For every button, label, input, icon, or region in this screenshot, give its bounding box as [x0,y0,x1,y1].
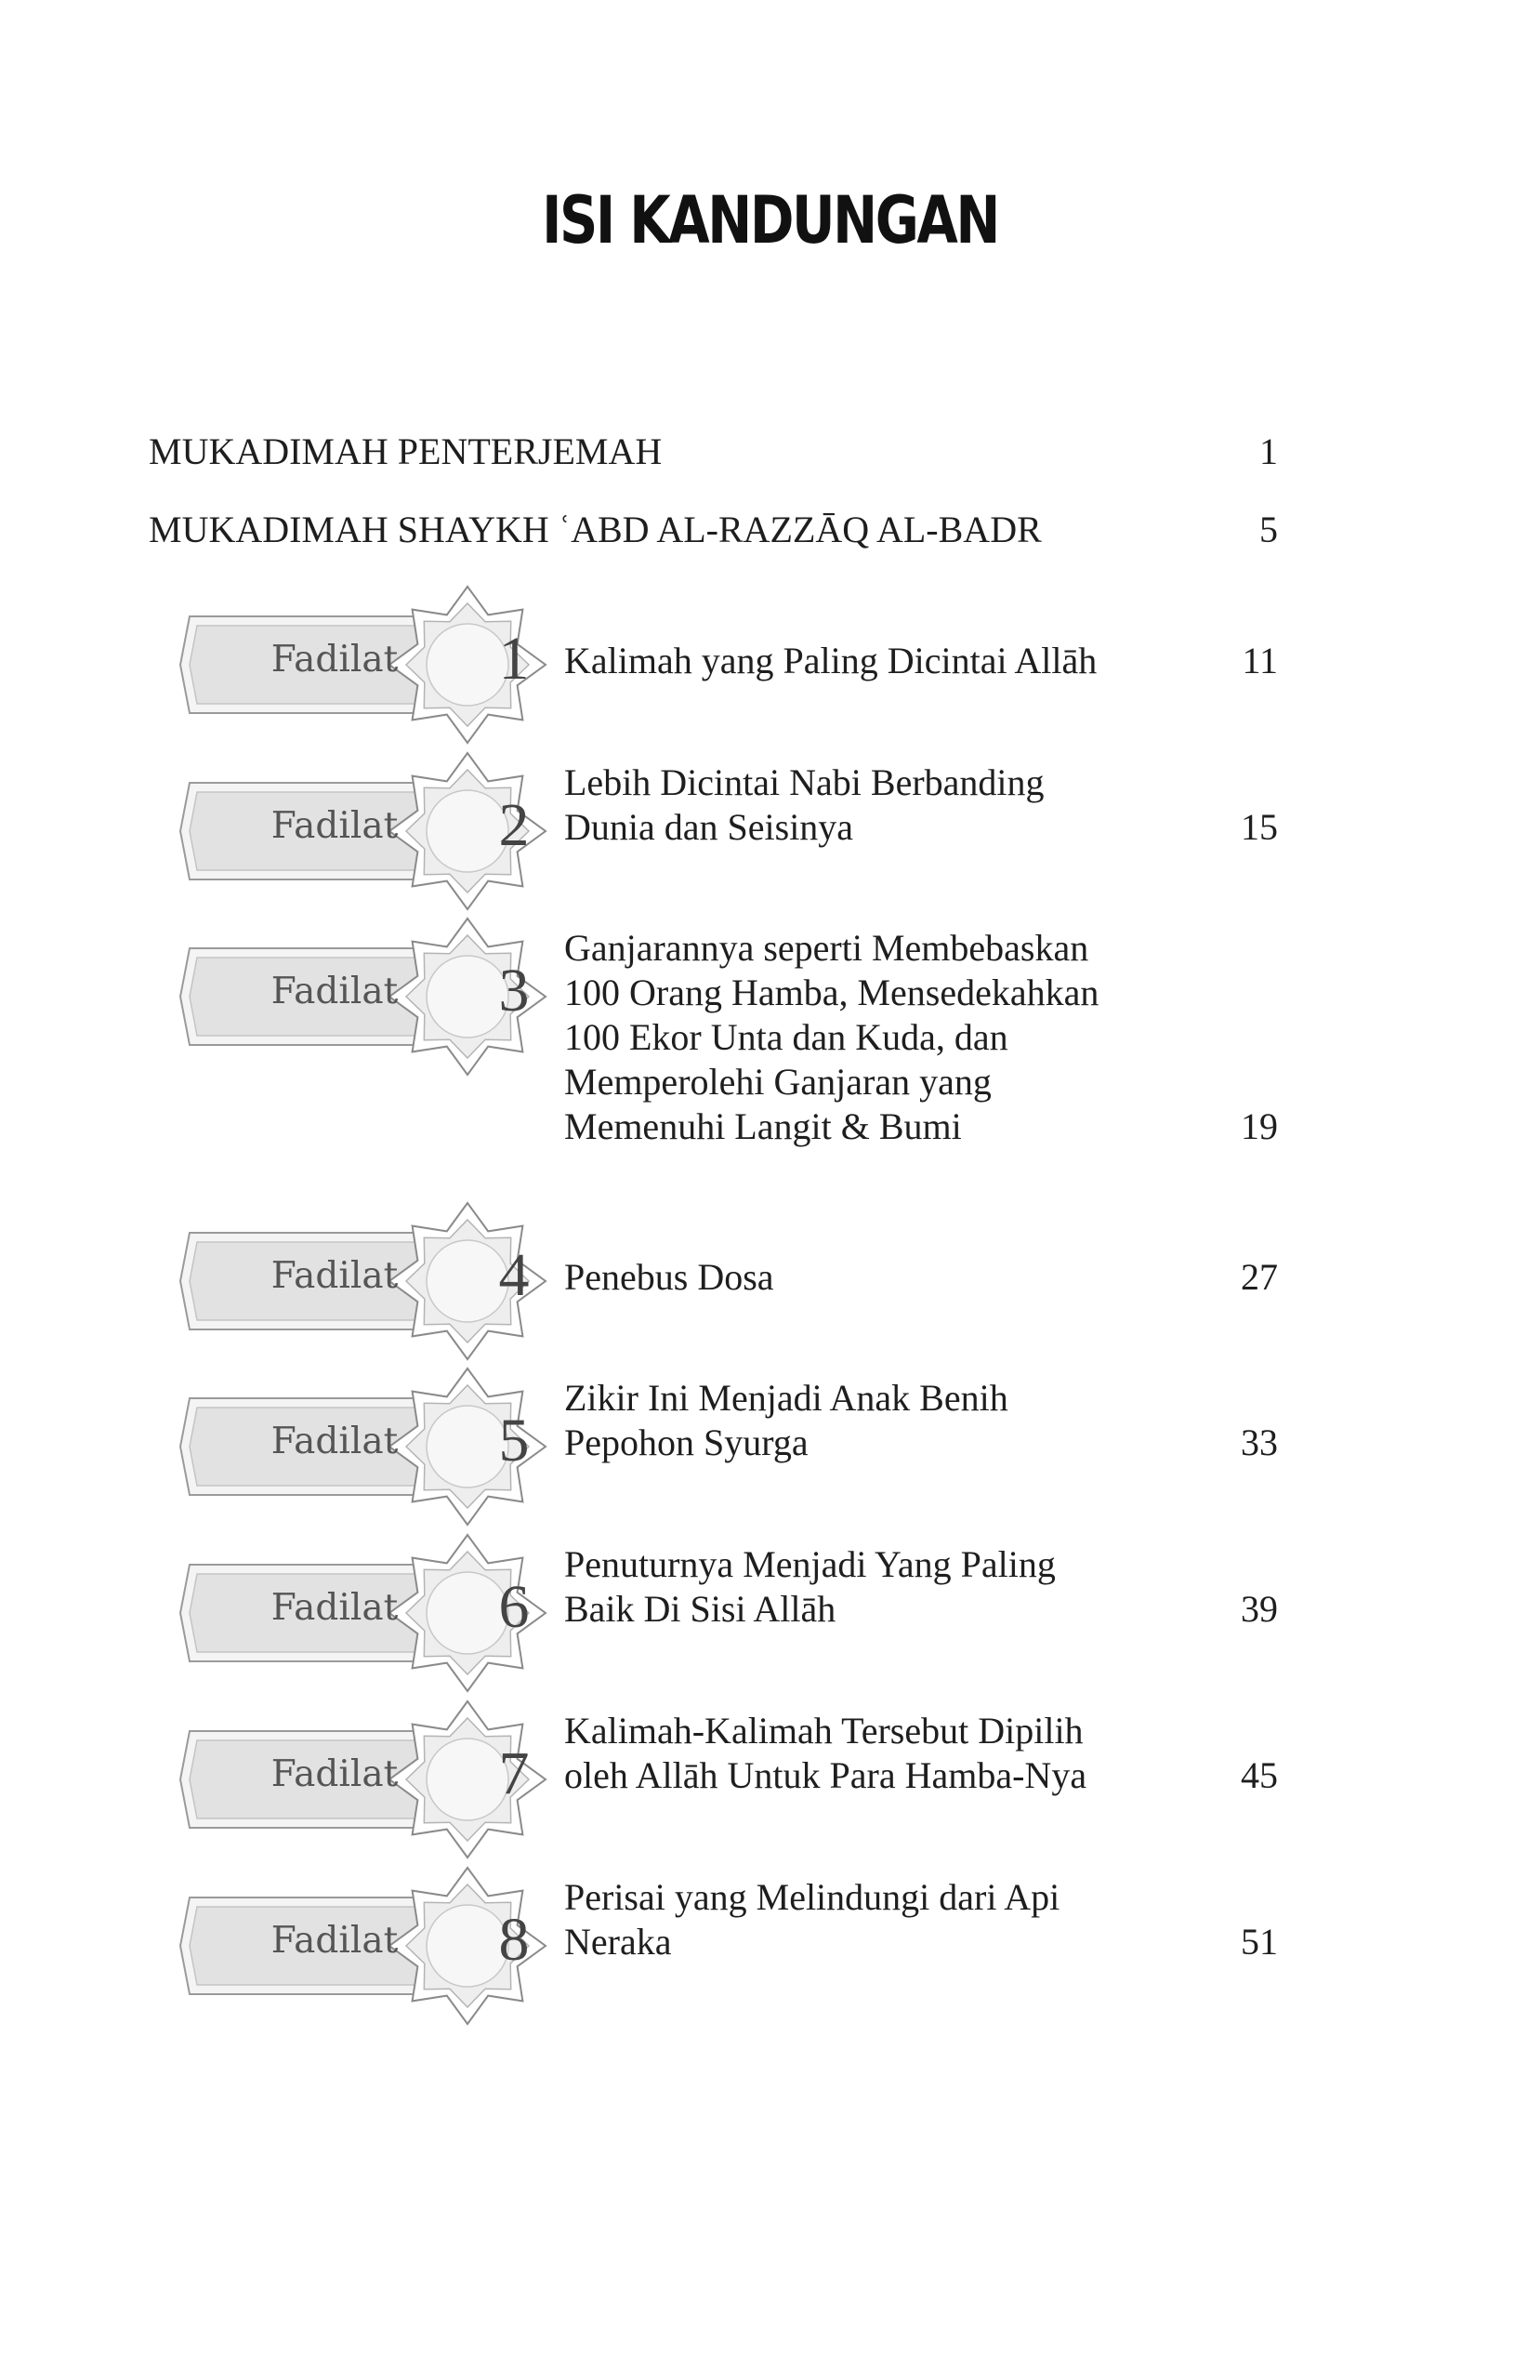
toc-page-number: 51 [1241,1921,1278,1963]
toc-entry-title-line: Zikir Ini Menjadi Anak Benih [564,1377,1008,1419]
page-title: ISI KANDUNGAN [542,182,998,258]
toc-entry-title-line: Penuturnya Menjadi Yang Paling [564,1543,1056,1585]
fadilat-label: Fadilat [270,1587,399,1629]
fadilat-label: Fadilat [270,1421,399,1462]
toc-entry-title [564,639,1215,683]
toc-entry-title-line: Baik Di Sisi Allāh [564,1588,836,1630]
toc-entry[interactable] [0,1696,1540,1872]
fadilat-badge [177,1363,548,1530]
toc-item-label: MUKADIMAH PENTERJEMAH [149,430,663,472]
toc-entry-title-line: Dunia dan Seisinya [564,806,854,848]
toc-page-number: 33 [1241,1421,1278,1463]
fadilat-label: Fadilat [270,1753,399,1795]
fadilat-number: 6 [498,1573,530,1641]
toc-page-number: 45 [1241,1754,1278,1796]
toc-page-number: 1 [1259,430,1278,472]
toc-entry-title-line: Kalimah yang Paling Dicintai Allāh [564,640,1098,681]
toc-entry-title-line: 100 Ekor Unta dan Kuda, dan [564,1016,1008,1058]
toc-page-number: 19 [1241,1105,1278,1147]
toc-entry-title-line: Pepohon Syurga [564,1421,809,1463]
toc-entry-title [564,926,1215,1149]
toc-entry[interactable] [0,913,1540,1147]
toc-entry-title-line: oleh Allāh Untuk Para Hamba-Nya [564,1754,1087,1796]
fadilat-number: 7 [498,1739,530,1807]
toc-entry-title-line: Memperolehi Ganjaran yang [564,1061,992,1103]
toc-entry-title-line: 100 Orang Hamba, Mensedekahkan [564,972,1099,1013]
fadilat-badge [177,913,548,1080]
toc-entry-title-line: Lebih Dicintai Nabi Berbanding [564,761,1045,803]
fadilat-number: 8 [498,1906,530,1974]
fadilat-label: Fadilat [270,1255,399,1297]
fadilat-label: Fadilat [270,805,399,847]
toc-front-item[interactable] [149,430,1278,474]
fadilat-number: 2 [498,791,530,859]
toc-entry-title [564,1376,1215,1465]
toc-entry-title [564,760,1215,850]
fadilat-badge [177,581,548,748]
toc-entry-title-line: Neraka [564,1921,672,1963]
toc-front-item[interactable] [149,508,1278,552]
fadilat-label: Fadilat [270,971,399,1012]
fadilat-number: 3 [498,957,530,1025]
toc-entry-title-line: Perisai yang Melindungi dari Api [564,1876,1060,1918]
toc-page-number: 39 [1241,1588,1278,1630]
fadilat-number: 5 [498,1407,530,1474]
toc-entry[interactable] [0,1529,1540,1706]
toc-entry[interactable] [0,747,1540,924]
toc-entry[interactable] [0,581,1540,758]
toc-page-number: 11 [1242,640,1278,681]
toc-entry-title-line: Penebus Dosa [564,1256,774,1298]
fadilat-badge [177,1696,548,1863]
toc-entry-title [564,1709,1215,1798]
toc-page-number: 27 [1241,1256,1278,1298]
toc-entry[interactable] [0,1363,1540,1540]
fadilat-badge [177,1862,548,2030]
toc-entry[interactable] [0,1197,1540,1374]
fadilat-label: Fadilat [270,639,399,681]
toc-page-number: 15 [1241,806,1278,848]
fadilat-badge [177,1197,548,1365]
toc-entry-title-line: Kalimah-Kalimah Tersebut Dipilih [564,1710,1084,1752]
fadilat-label: Fadilat [270,1920,399,1962]
fadilat-number: 4 [498,1241,530,1309]
toc-entry-title [564,1542,1215,1632]
toc-entry-title-line: Ganjarannya seperti Membebaskan [564,927,1089,969]
fadilat-badge [177,747,548,915]
toc-entry-title [564,1875,1215,1964]
fadilat-number: 1 [498,625,530,693]
toc-entry-title-line: Memenuhi Langit & Bumi [564,1105,962,1147]
toc-entry-title [564,1255,1215,1300]
toc-entry[interactable] [0,1862,1540,2039]
fadilat-badge [177,1529,548,1697]
toc-page-number: 5 [1259,509,1278,550]
toc-item-label: MUKADIMAH SHAYKH ʿABD AL-RAZZĀQ AL-BADR [149,509,1042,550]
